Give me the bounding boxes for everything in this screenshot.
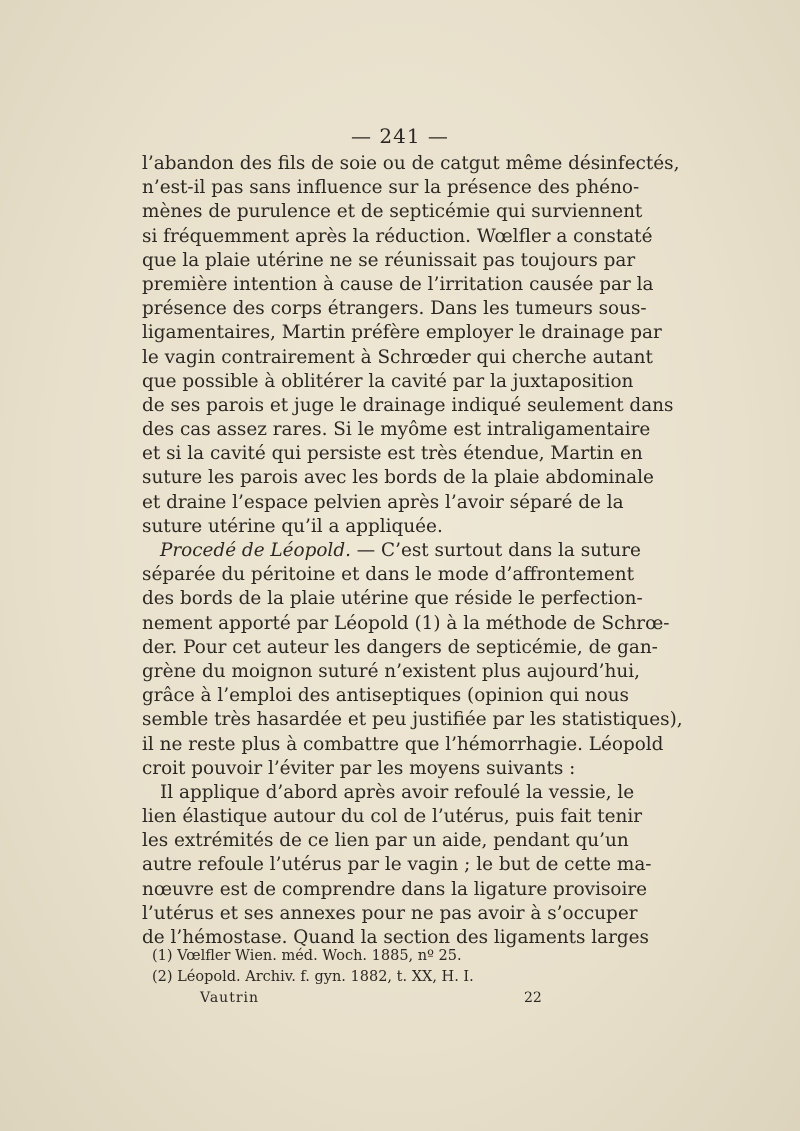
text-line: grâce à l’emploi des antiseptiques (opinion qui nous (142, 685, 629, 707)
text-line: les extrémités de ce lien par un aide, pendant qu’un (142, 830, 629, 852)
footnotes (152, 946, 592, 988)
text-line: des cas assez rares. Si le myôme est intraligamentaire (142, 419, 651, 441)
printer-signature: Vautrin (200, 990, 260, 1006)
text-line: ligamentaires, Martin préfère employer le drainage par (142, 322, 662, 344)
text-line: il ne reste plus à combattre que l’hémorrhagie. Léopold (142, 733, 664, 755)
sheet-number: 22 (524, 990, 542, 1006)
text-line: présence des corps étrangers. Dans les tumeurs sous- (142, 298, 647, 320)
text-line: de l’hémostase. Quand la section des ligaments larges (142, 927, 649, 948)
section-heading-line (142, 539, 641, 563)
text-line: croit pouvoir l’éviter par les moyens suivants : (142, 757, 576, 779)
page-number: — 241 — (351, 124, 449, 148)
text-line: si fréquemment après la réduction. Wœlfler a constaté (142, 225, 653, 247)
text-line: l’abandon des fils de soie ou de catgut même désinfectés, (142, 153, 680, 174)
text-line: et draine l’espace pelvien après l’avoir séparé de la (142, 491, 624, 513)
text-line: der. Pour cet auteur les dangers de septicémie, de gan- (142, 636, 658, 658)
text-line-continuation: C’est surtout dans la suture (381, 540, 641, 561)
text-line: autre refoule l’utérus par le vagin ; le but de cette ma- (142, 854, 652, 876)
text-line: première intention à cause de l’irritation causée par la (142, 273, 654, 295)
heading-dash: — (350, 540, 382, 561)
footnote: (2) Léopold. Archiv. f. gyn. 1882, t. XX, H. I. (152, 969, 474, 985)
text-line: que la plaie utérine ne se réunissait pas toujours par (142, 249, 636, 271)
text-line: de ses parois et juge le drainage indiqué seulement dans (142, 394, 674, 416)
text-line: nement apporté par Léopold (1) à la méthode de Schrœ- (142, 612, 670, 634)
text-line: et si la cavité qui persiste est très étendue, Martin en (142, 443, 643, 465)
text-line: lien élastique autour du col de l’utérus, puis fait tenir (142, 806, 643, 828)
text-line: suture les parois avec les bords de la plaie abdominale (142, 467, 654, 489)
text-line: l’utérus et ses annexes pour ne pas avoir à s’occuper (142, 902, 638, 924)
text-line: n’est-il pas sans influence sur la présence des phéno- (142, 177, 640, 199)
text-line: suture utérine qu’il a appliquée. (142, 515, 443, 537)
text-line: nœuvre est de comprendre dans la ligature provisoire (142, 878, 648, 900)
text-line: Il applique d’abord après avoir refoulé la vessie, le (160, 781, 635, 803)
section-heading: Procedé de Léopold. (160, 540, 351, 561)
text-line: grène du moignon suturé n’existent plus aujourd’hui, (142, 660, 640, 682)
text-line: que possible à oblitérer la cavité par la juxtaposition (142, 370, 634, 392)
text-line: des bords de la plaie utérine que réside le perfection- (142, 588, 643, 610)
text-line: séparée du péritoine et dans le mode d’affrontement (142, 564, 634, 586)
text-line: le vagin contrairement à Schrœder qui cherche autant (142, 346, 653, 368)
text-line: mènes de purulence et de septicémie qui surviennent (142, 201, 643, 223)
text-line: semble très hasardée et peu justifiée par les statistiques), (142, 709, 683, 731)
footnote: (1) Vœlfler Wien. méd. Woch. 1885, nº 25. (152, 948, 462, 964)
body-text (142, 152, 683, 950)
